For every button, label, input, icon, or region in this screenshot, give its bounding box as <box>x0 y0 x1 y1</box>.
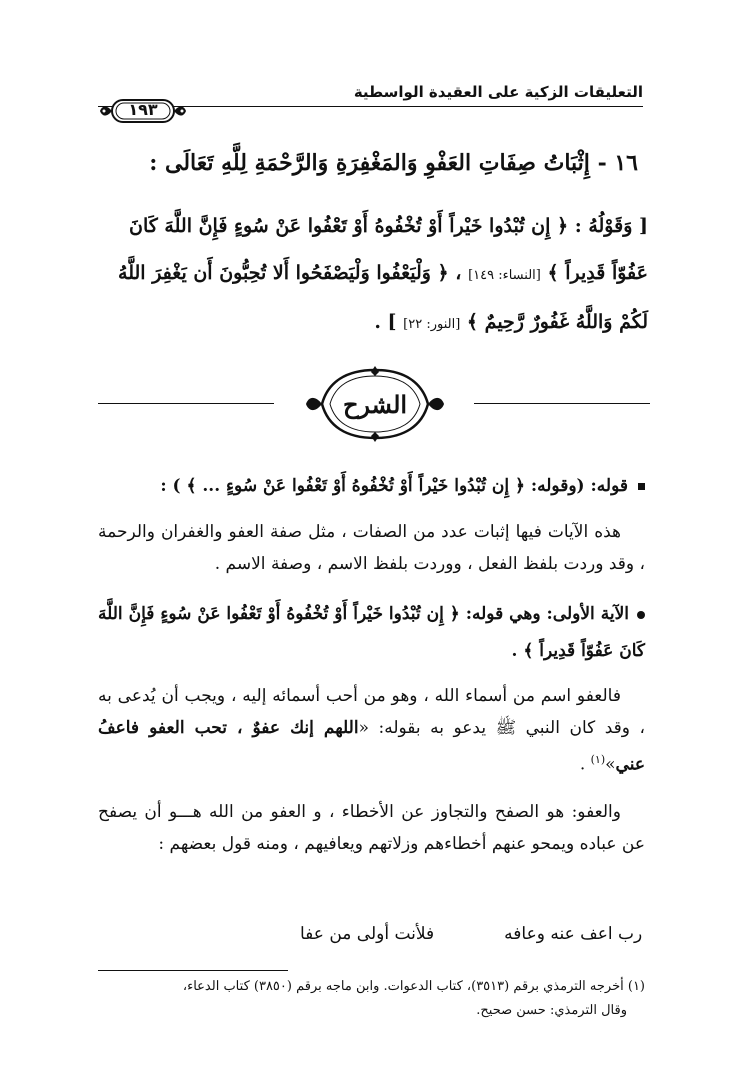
quran-line-3 <box>98 299 648 348</box>
verse-second-hemistich: فلأنت أولى من عفا <box>300 924 435 944</box>
divider-line-left <box>98 403 274 404</box>
dua-text: اللهم إنك عفوٌ ، تحب العفو فاعفُ عني <box>98 718 645 775</box>
paragraph-2 <box>98 680 645 781</box>
sharh-label: الشرح <box>342 390 408 419</box>
sharh-divider <box>98 356 650 452</box>
quran-line-1: [ وَقَوْلُهُ : ﴿ إِن تُبْدُوا خَيْراً أَوْ تُخْفُوهُ أَوْ تَعْفُوا عَنْ سُوءٍ فَإِنَّ اللَّهَ كَانَ <box>129 215 648 237</box>
paragraph-2-end: . <box>579 754 591 775</box>
footnote-line-2: وقال الترمذي: حسن صحيح. <box>476 1003 627 1018</box>
quran-line-2 <box>98 250 648 299</box>
dua-close: » <box>605 754 616 775</box>
paragraph-3: والعفو: هو الصفح والتجاوز عن الأخطاء ، و العفو من الله هـــو أن يصفح عن عباده ويمحو عنهم أخطاءهم وزلاتهم ويعافيهم ، ومنه قول بعضهم : <box>98 802 645 854</box>
footnote-marker[interactable]: (١) <box>590 753 606 766</box>
footnote-line-1: (١) أخرجه الترمذي برقم (٣٥١٣)، كتاب الدعوات. وابن ماجه برقم (٣٨٥٠) كتاب الدعاء، <box>182 979 645 994</box>
quran-line-2-start: عَفُوّاً قَدِيراً ﴾ <box>547 262 648 284</box>
quran-line-3-end: ] . <box>374 311 397 333</box>
quran-verses <box>98 203 648 348</box>
surah-reference-nur: [النور: ٢٢] <box>403 317 461 332</box>
commentary-heading <box>98 470 645 502</box>
first-verse-text: الآية الأولى: وهي قوله: ﴿ إِن تُبْدُوا خَيْراً أَوْ تُخْفُوهُ أَوْ تَعْفُوا عَنْ سُوءٍ فَإِنَّ اللَّهَ كَانَ عَفُوّاً قَدِيراً ﴾ . <box>98 604 645 661</box>
footnote <box>98 975 645 1023</box>
paragraph-first-verse <box>98 596 645 670</box>
commentary-quote: قوله: (وقوله: ﴿ إِن تُبْدُوا خَيْراً أَوْ تُخْفُوهُ أَوْ تَعْفُوا عَنْ سُوءٍ ... ﴾ ) : <box>160 476 628 496</box>
quran-line-2-end: ، ﴿ وَلْيَعْفُوا وَلْيَصْفَحُوا أَلا تُحِبُّونَ أَن يَغْفِرَ اللَّهُ <box>118 262 462 284</box>
poetry-verse <box>300 924 642 944</box>
page-number-ornament <box>98 96 188 126</box>
round-bullet-icon <box>637 611 645 619</box>
quran-line-3-start: لَكُمْ وَاللَّهُ غَفُورٌ رَّحِيمٌ ﴾ <box>466 311 648 333</box>
page-number: ١٩٣ <box>128 100 158 119</box>
verse-first-hemistich: رب اعف عنه وعافه <box>504 924 643 944</box>
section-title: ١٦ - إِثْبَاتُ صِفَاتِ العَفْوِ وَالمَغْفِرَةِ وَالرَّحْمَةِ لِلَّهِ تَعَالَى : <box>149 150 638 176</box>
square-bullet-icon <box>638 483 645 490</box>
surah-reference-nisa: [النساء: ١٤٩] <box>468 268 541 283</box>
paragraph-1: هذه الآيات فيها إثبات عدد من الصفات ، مثل صفة العفو والغفران والرحمة ، وقد وردت بلفظ الفعل ، ووردت بلفظ الاسم ، وصفة الاسم . <box>98 522 645 574</box>
footnote-rule <box>98 970 288 971</box>
divider-line-right <box>474 403 650 404</box>
running-header: التعليقات الزكية على العقيدة الواسطية <box>353 83 643 101</box>
paragraph-2-text: فالعفو اسم من أسماء الله ، وهو من أحب أسمائه إليه ، ويجب أن يُدعى به ، وقد كان النبي ﷺ يدعو به بقوله: « <box>98 686 645 738</box>
sharh-badge <box>304 364 446 444</box>
